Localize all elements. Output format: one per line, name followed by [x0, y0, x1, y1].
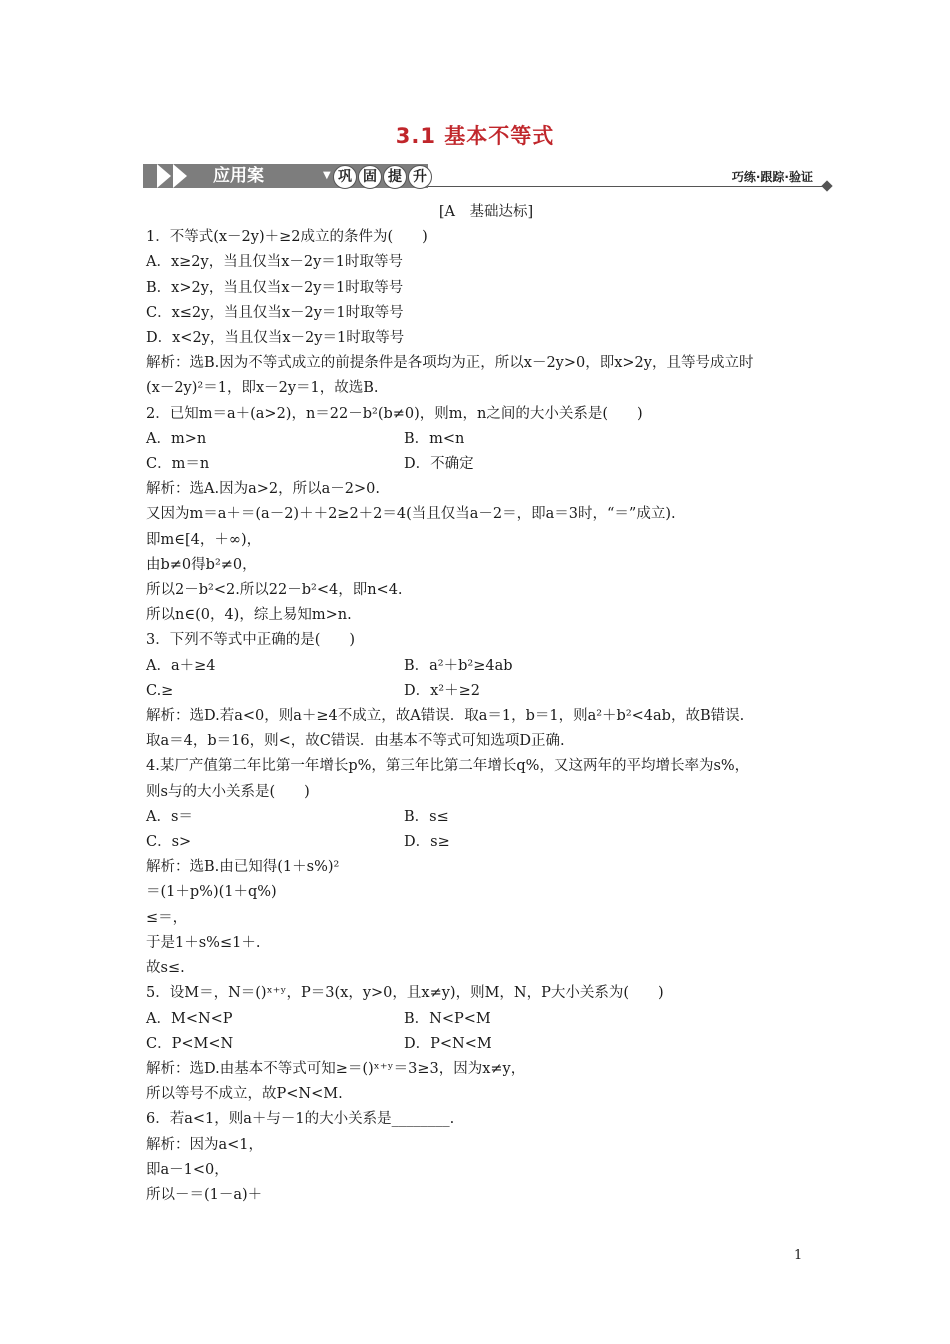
text-line: D．x<2y，当且仅当x－2y＝1时取等号 — [146, 330, 405, 347]
option: B．a²＋b²≥4ab — [404, 657, 513, 674]
text-line: 又因为m＝a＋＝(a－2)＋＋2≥2＋2＝4(当且仅当a－2＝，即a＝3时，“＝”成立). — [146, 506, 676, 523]
option: B．N<P<M — [404, 1010, 491, 1027]
banner-pills — [333, 165, 433, 189]
text-line: 4.某厂产值第二年比第一年增长p%，第三年比第二年增长q%，又这两年的平均增长率为s%， — [146, 758, 750, 775]
diamond-icon — [821, 180, 832, 191]
option: B．m<n — [404, 430, 465, 447]
option-row — [146, 1007, 826, 1032]
text-line: 3．下列不等式中正确的是( ) — [146, 632, 356, 649]
text-line: 解析：选D.若a<0，则a＋≥4不成立，故A错误．取a＝1，b＝1，则a²＋b²<4ab，故B错误. — [146, 708, 745, 725]
option: C．m＝n — [146, 456, 210, 473]
option: C．s> — [146, 834, 192, 851]
pill-char: 升 — [408, 165, 432, 189]
text-line: 解析：选A.因为a>2，所以a－2>0. — [146, 481, 380, 498]
option-row — [146, 805, 826, 830]
document-body — [146, 200, 826, 1208]
text-line: 由b≠0得b²≠0， — [146, 556, 257, 573]
text-line: 2．已知m＝a＋(a>2)，n＝22－b²(b≠0)，则m，n之间的大小关系是( ) — [146, 405, 643, 422]
option: C.≥ — [146, 682, 174, 699]
option: A．M<N<P — [146, 1010, 233, 1027]
banner-rule — [428, 186, 826, 187]
text-line: 所以2－b²<2.所以22－b²<4，即n<4. — [146, 582, 403, 599]
option: C．P<M<N — [146, 1035, 234, 1052]
text-line: 1．不等式(x－2y)＋≥2成立的条件为( ) — [146, 229, 428, 246]
option: A．a＋≥4 — [146, 657, 216, 674]
pill-char: 提 — [383, 165, 407, 189]
option: A．s＝ — [146, 808, 193, 825]
text-line: A．x≥2y，当且仅当x－2y＝1时取等号 — [146, 254, 404, 271]
option: B．s≤ — [404, 808, 449, 825]
option-row — [146, 679, 826, 704]
page-number: 1 — [794, 1248, 803, 1263]
option: D．不确定 — [404, 456, 474, 473]
option-row — [146, 427, 826, 452]
text-line: 取a＝4，b＝16，则<，故C错误．由基本不等式可知选项D正确. — [146, 733, 565, 750]
option: D．P<N<M — [404, 1035, 492, 1052]
text-line: 解析：因为a<1， — [146, 1136, 264, 1153]
pill-char: 固 — [358, 165, 382, 189]
option: A．m>n — [146, 430, 207, 447]
section-banner — [143, 160, 833, 190]
option: D．x²＋≥2 — [404, 682, 480, 699]
text-line: 解析：选B.因为不等式成立的前提条件是各项均为正，所以x－2y>0，即x>2y，且等号成立时 — [146, 355, 754, 372]
text-line: 5．设M＝，N＝()ˣ⁺ʸ，P＝3(x，y>0，且x≠y)，则M，N，P大小关系为( ) — [146, 985, 664, 1002]
text-line: 于是1＋s%≤1＋. — [146, 934, 261, 951]
triangle-icon: ▼ — [323, 170, 331, 181]
option: D．s≥ — [404, 834, 450, 851]
text-line: 即a－1<0， — [146, 1161, 229, 1178]
text-line: B．x>2y，当且仅当x－2y＝1时取等号 — [146, 279, 404, 296]
text-line: 故s≤. — [146, 960, 185, 977]
text-line: 所以－＝(1－a)＋ — [146, 1186, 263, 1203]
chevron-icon — [173, 164, 187, 188]
option-row — [146, 654, 826, 679]
text-line: C．x≤2y，当且仅当x－2y＝1时取等号 — [146, 304, 404, 321]
text-line: ＝(1＋p%)(1＋q%) — [146, 884, 277, 901]
text-line: 所以n∈(0，4)，综上易知m>n. — [146, 607, 352, 624]
banner-label: 应用案 — [213, 166, 264, 186]
text-line: 解析：选B.由已知得(1＋s%)² — [146, 859, 340, 876]
section-heading: [A 基础达标] — [438, 204, 534, 220]
text-line: ≤＝， — [146, 909, 188, 926]
page-title: 3.1 基本不等式 — [395, 124, 555, 148]
text-line: 所以等号不成立，故P<N<M. — [146, 1086, 343, 1103]
option-row — [146, 1032, 826, 1057]
text-line: 则s与的大小关系是( ) — [146, 783, 310, 800]
option-row — [146, 830, 826, 855]
text-line: 即m∈[4，＋∞)， — [146, 531, 262, 548]
text-line: (x－2y)²＝1，即x－2y＝1，故选B. — [146, 380, 379, 397]
text-line: 解析：选D.由基本不等式可知≥＝()ˣ⁺ʸ＝3≥3，因为x≠y， — [146, 1060, 526, 1077]
option-row — [146, 452, 826, 477]
chevron-icon — [157, 164, 171, 188]
pill-char: 巩 — [333, 165, 357, 189]
text-line: 6．若a<1，则a＋与－1的大小关系是________. — [146, 1111, 455, 1128]
banner-tagline: 巧练·跟踪·验证 — [731, 170, 813, 184]
